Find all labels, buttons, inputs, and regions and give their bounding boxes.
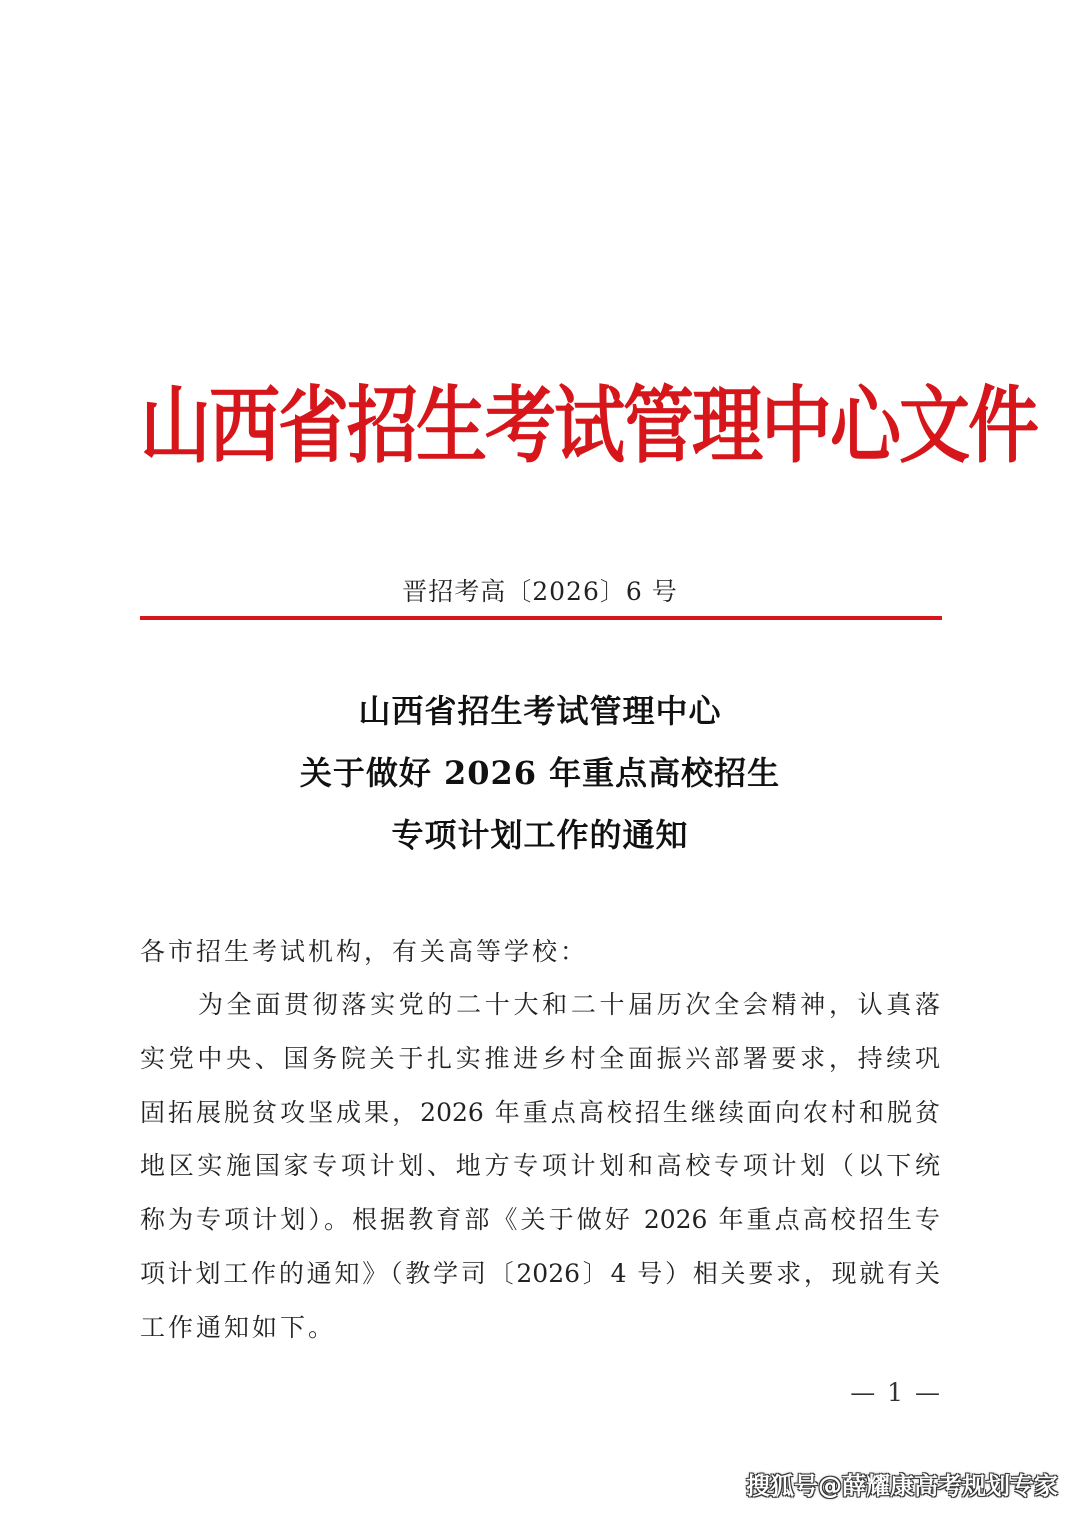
title-line: 关于做好 2026 年重点高校招生	[299, 754, 781, 792]
paragraph-line: 称为专项计划）。根据教育部《关于做好 2026 年重点高校招生专	[140, 1205, 940, 1235]
salutation: 各市招生考试机构，有关高等学校：	[140, 937, 589, 966]
title-line: 专项计划工作的通知	[391, 816, 689, 854]
document-title	[140, 680, 940, 866]
agency-header-title: 山西省招生考试管理中心文件	[140, 375, 1038, 475]
paragraph-line: 固拓展脱贫攻坚成果，2026 年重点高校招生继续面向农村和脱贫	[140, 1097, 940, 1127]
document-number: 晋招考高〔2026〕6 号	[402, 577, 678, 606]
paragraph-line: 实党中央、国务院关于扎实推进乡村全面振兴部署要求，持续巩	[140, 1043, 940, 1073]
body-paragraph	[140, 982, 940, 1359]
paragraph-line: 为全面贯彻落实党的二十大和二十届历次全会精神，认真落	[198, 990, 940, 1019]
paragraph-line: 工作通知如下。	[140, 1312, 337, 1342]
source-watermark: 搜狐号@薛耀康高考规划专家	[746, 1472, 1058, 1500]
red-divider-rule	[140, 616, 942, 620]
paragraph-line: 项计划工作的通知》（教学司〔2026〕4 号）相关要求，现就有关	[140, 1258, 940, 1288]
page-number: — 1 —	[850, 1378, 942, 1407]
paragraph-line: 地区实施国家专项计划、地方专项计划和高校专项计划（以下统	[140, 1151, 940, 1181]
title-line: 山西省招生考试管理中心	[358, 692, 722, 730]
